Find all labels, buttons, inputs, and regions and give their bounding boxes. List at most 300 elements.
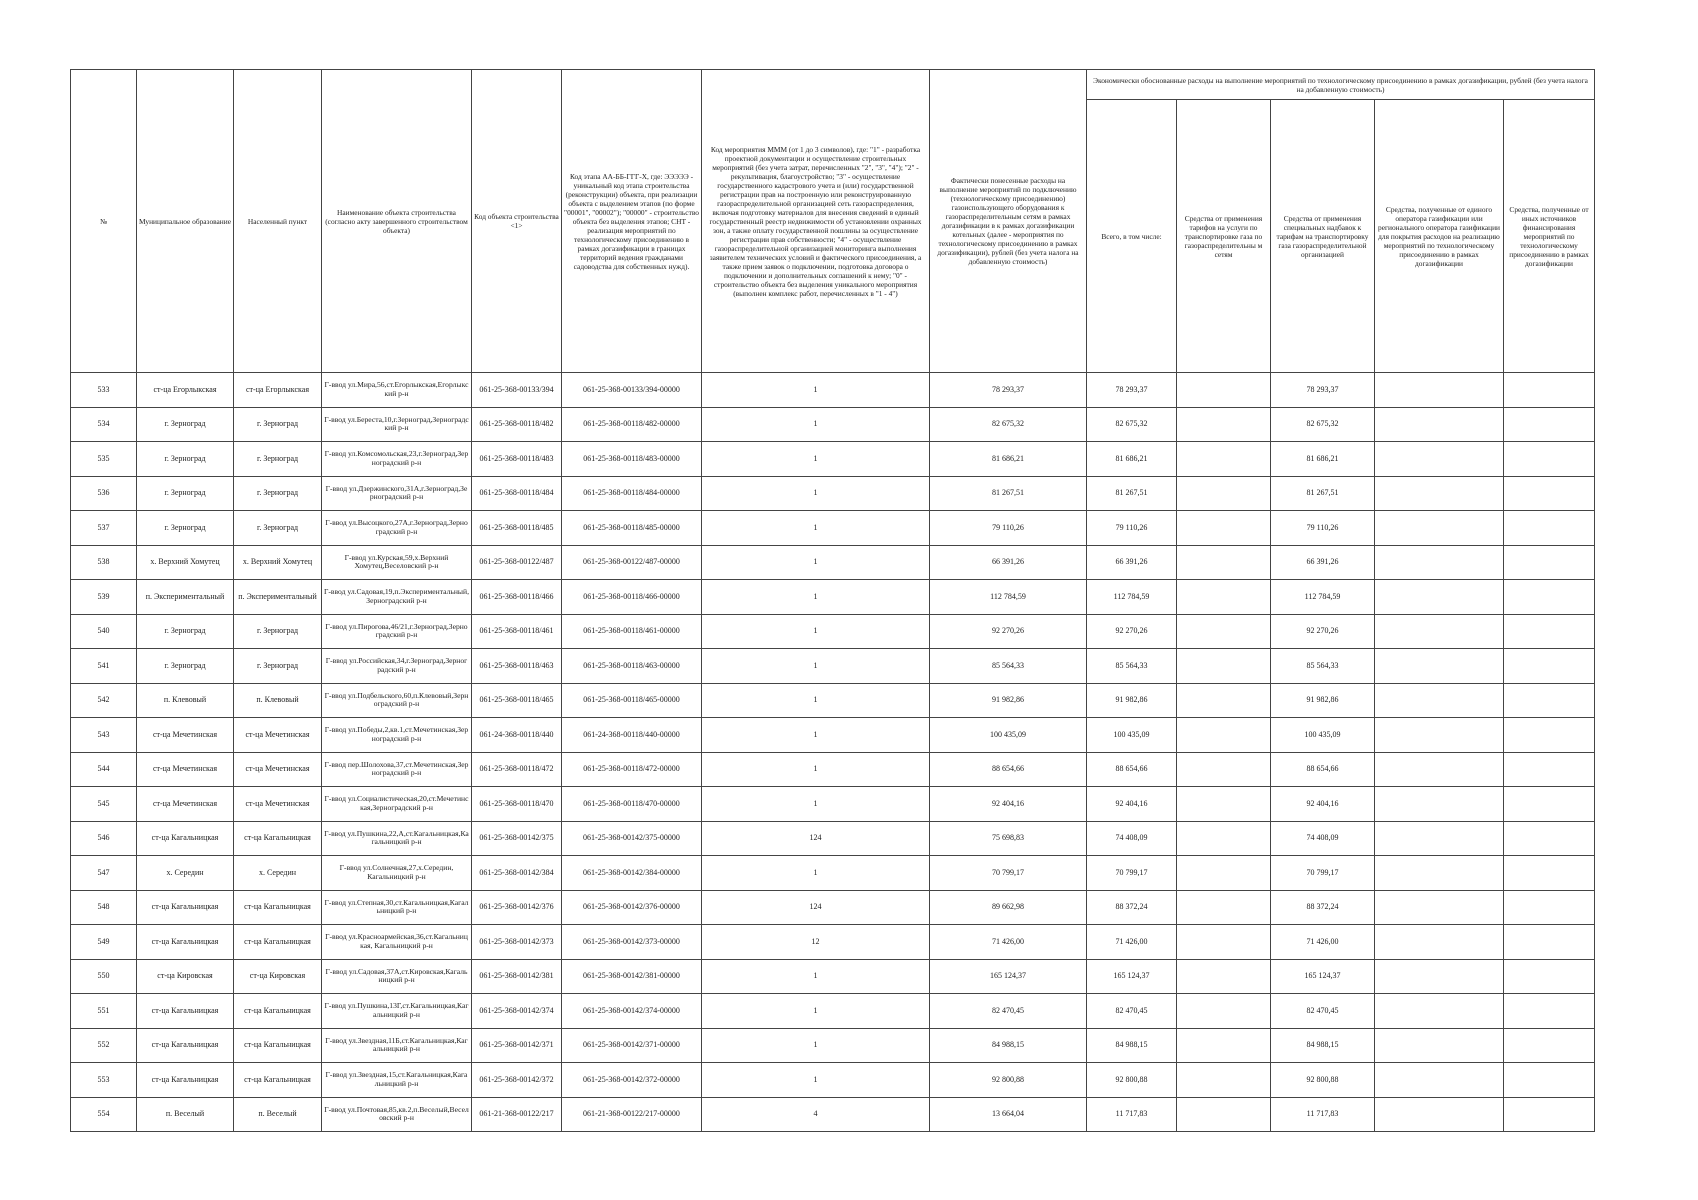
municipality-cell: ст-ца Мечетинская	[137, 787, 234, 822]
other-sources-cell	[1504, 718, 1595, 753]
special-markups-cell: 84 988,15	[1271, 1028, 1375, 1063]
row-number: 547	[71, 856, 137, 891]
header-settlement: Населенный пункт	[234, 70, 322, 373]
single-operator-cell	[1375, 718, 1504, 753]
other-sources-cell	[1504, 1028, 1595, 1063]
total-cell: 91 982,86	[1087, 683, 1177, 718]
object-name-cell: Г-ввод ул.Подбельского,60,п.Клевовый,Зерн оградский р-н	[322, 683, 472, 718]
other-sources-cell	[1504, 821, 1595, 856]
other-sources-cell	[1504, 1097, 1595, 1132]
settlement-cell: ст-ца Кагальницкая	[234, 925, 322, 960]
single-operator-cell	[1375, 649, 1504, 684]
row-number: 543	[71, 718, 137, 753]
table-row	[71, 787, 1595, 822]
stage-code-cell: 061-25-368-00118/484-00000	[562, 476, 702, 511]
special-markups-cell: 82 675,32	[1271, 407, 1375, 442]
table-row	[71, 407, 1595, 442]
stage-code-cell: 061-25-368-00118/483-00000	[562, 442, 702, 477]
special-markups-cell: 112 784,59	[1271, 580, 1375, 615]
other-sources-cell	[1504, 614, 1595, 649]
object-code-cell: 061-25-368-00142/381	[472, 959, 562, 994]
municipality-cell: ст-ца Кировская	[137, 959, 234, 994]
total-cell: 78 293,37	[1087, 373, 1177, 408]
settlement-cell: ст-ца Кагальницкая	[234, 994, 322, 1029]
other-sources-cell	[1504, 407, 1595, 442]
other-sources-cell	[1504, 373, 1595, 408]
municipality-cell: п. Клевовый	[137, 683, 234, 718]
table-row	[71, 511, 1595, 546]
gasification-table	[70, 69, 1595, 1132]
table-row	[71, 994, 1595, 1029]
municipality-cell: г. Зерноград	[137, 511, 234, 546]
total-cell: 165 124,37	[1087, 959, 1177, 994]
header-economic-group: Экономически обоснованные расходы на выполнение мероприятий по технологическому присоединению в рамках догазификации, рублей (без учета налога на добавленную стоимость)	[1087, 70, 1595, 100]
actual-costs-cell: 92 800,88	[930, 1063, 1087, 1098]
single-operator-cell	[1375, 545, 1504, 580]
special-markups-cell: 79 110,26	[1271, 511, 1375, 546]
table-row	[71, 442, 1595, 477]
actual-costs-cell: 100 435,09	[930, 718, 1087, 753]
single-operator-cell	[1375, 407, 1504, 442]
row-number: 545	[71, 787, 137, 822]
transport-tariffs-cell	[1177, 649, 1271, 684]
object-code-cell: 061-25-368-00118/461	[472, 614, 562, 649]
municipality-cell: ст-ца Егорлыкская	[137, 373, 234, 408]
table-row	[71, 1097, 1595, 1132]
settlement-cell: ст-ца Мечетинская	[234, 752, 322, 787]
special-markups-cell: 165 124,37	[1271, 959, 1375, 994]
settlement-cell: г. Зерноград	[234, 407, 322, 442]
transport-tariffs-cell	[1177, 614, 1271, 649]
object-name-cell: Г-ввод ул.Комсомольская,23,г.Зерноград,Зер ноградский р-н	[322, 442, 472, 477]
object-name-cell: Г-ввод ул.Дзержинского,31А,г.Зерноград,Зе рноградский р-н	[322, 476, 472, 511]
header-object-code: Код объекта строительства <1>	[472, 70, 562, 373]
object-code-cell: 061-25-368-00142/371	[472, 1028, 562, 1063]
activity-code-cell: 1	[702, 718, 930, 753]
activity-code-cell: 1	[702, 856, 930, 891]
total-cell: 112 784,59	[1087, 580, 1177, 615]
stage-code-cell: 061-25-368-00118/482-00000	[562, 407, 702, 442]
transport-tariffs-cell	[1177, 545, 1271, 580]
actual-costs-cell: 75 698,83	[930, 821, 1087, 856]
single-operator-cell	[1375, 442, 1504, 477]
activity-code-cell: 4	[702, 1097, 930, 1132]
header-stage-code: Код этапа АА-ББ-ГГГ-Х, где: ЭЭЭЭЭ - уникальный код этапа строительства (реконструкции) объекта, при реализации объекта с выделением этапов (по форме "00001", "00002"); "00000" - строительство объекта без выделения этапов; СНТ - реализация мероприятий по технологическому присоединению в рамках догазификации в границах территорий ведения гражданами садоводства для собственных нужд).	[562, 70, 702, 373]
other-sources-cell	[1504, 442, 1595, 477]
actual-costs-cell: 82 675,32	[930, 407, 1087, 442]
row-number: 546	[71, 821, 137, 856]
special-markups-cell: 81 686,21	[1271, 442, 1375, 477]
other-sources-cell	[1504, 683, 1595, 718]
other-sources-cell	[1504, 890, 1595, 925]
activity-code-cell: 1	[702, 1063, 930, 1098]
object-name-cell: Г-ввод ул.Высоцкого,27А,г.Зерноград,Зерно градский р-н	[322, 511, 472, 546]
object-name-cell: Г-ввод ул.Почтовая,85,кв.2,п.Веселый,Весел овский р-н	[322, 1097, 472, 1132]
activity-code-cell: 1	[702, 787, 930, 822]
row-number: 539	[71, 580, 137, 615]
object-code-cell: 061-25-368-00118/483	[472, 442, 562, 477]
object-code-cell: 061-25-368-00142/372	[472, 1063, 562, 1098]
object-code-cell: 061-25-368-00118/485	[472, 511, 562, 546]
other-sources-cell	[1504, 856, 1595, 891]
stage-code-cell: 061-21-368-00122/217-00000	[562, 1097, 702, 1132]
actual-costs-cell: 79 110,26	[930, 511, 1087, 546]
object-code-cell: 061-25-368-00118/472	[472, 752, 562, 787]
other-sources-cell	[1504, 649, 1595, 684]
activity-code-cell: 1	[702, 752, 930, 787]
actual-costs-cell: 165 124,37	[930, 959, 1087, 994]
stage-code-cell: 061-25-368-00142/375-00000	[562, 821, 702, 856]
transport-tariffs-cell	[1177, 959, 1271, 994]
row-number: 534	[71, 407, 137, 442]
total-cell: 70 799,17	[1087, 856, 1177, 891]
municipality-cell: ст-ца Кагальницкая	[137, 1063, 234, 1098]
single-operator-cell	[1375, 856, 1504, 891]
transport-tariffs-cell	[1177, 752, 1271, 787]
settlement-cell: х. Верхний Хомутец	[234, 545, 322, 580]
row-number: 540	[71, 614, 137, 649]
activity-code-cell: 1	[702, 476, 930, 511]
settlement-cell: ст-ца Кагальницкая	[234, 1028, 322, 1063]
total-cell: 79 110,26	[1087, 511, 1177, 546]
actual-costs-cell: 78 293,37	[930, 373, 1087, 408]
row-number: 548	[71, 890, 137, 925]
stage-code-cell: 061-25-368-00118/463-00000	[562, 649, 702, 684]
settlement-cell: ст-ца Мечетинская	[234, 718, 322, 753]
actual-costs-cell: 81 686,21	[930, 442, 1087, 477]
row-number: 553	[71, 1063, 137, 1098]
object-code-cell: 061-25-368-00118/465	[472, 683, 562, 718]
municipality-cell: ст-ца Кагальницкая	[137, 925, 234, 960]
special-markups-cell: 82 470,45	[1271, 994, 1375, 1029]
transport-tariffs-cell	[1177, 683, 1271, 718]
special-markups-cell: 11 717,83	[1271, 1097, 1375, 1132]
settlement-cell: г. Зерноград	[234, 511, 322, 546]
transport-tariffs-cell	[1177, 787, 1271, 822]
table-row	[71, 821, 1595, 856]
special-markups-cell: 92 404,16	[1271, 787, 1375, 822]
object-code-cell: 061-25-368-00118/484	[472, 476, 562, 511]
municipality-cell: ст-ца Кагальницкая	[137, 994, 234, 1029]
object-code-cell: 061-21-368-00122/217	[472, 1097, 562, 1132]
single-operator-cell	[1375, 994, 1504, 1029]
settlement-cell: п. Веселый	[234, 1097, 322, 1132]
row-number: 554	[71, 1097, 137, 1132]
transport-tariffs-cell	[1177, 442, 1271, 477]
total-cell: 66 391,26	[1087, 545, 1177, 580]
actual-costs-cell: 13 664,04	[930, 1097, 1087, 1132]
header-transport-tariffs: Средства от применения тарифов на услуги по транспортировке газа по газораспределительны м сетям	[1177, 100, 1271, 373]
transport-tariffs-cell	[1177, 1097, 1271, 1132]
municipality-cell: ст-ца Мечетинская	[137, 718, 234, 753]
settlement-cell: ст-ца Кагальницкая	[234, 1063, 322, 1098]
single-operator-cell	[1375, 821, 1504, 856]
table-row	[71, 718, 1595, 753]
settlement-cell: х. Середин	[234, 856, 322, 891]
activity-code-cell: 12	[702, 925, 930, 960]
total-cell: 88 372,24	[1087, 890, 1177, 925]
total-cell: 85 564,33	[1087, 649, 1177, 684]
table-row	[71, 925, 1595, 960]
stage-code-cell: 061-25-368-00118/485-00000	[562, 511, 702, 546]
activity-code-cell: 1	[702, 442, 930, 477]
table-row	[71, 545, 1595, 580]
object-name-cell: Г-ввод ул.Красноармейская,36,ст.Кагальниц кая, Кагальницкий р-н	[322, 925, 472, 960]
transport-tariffs-cell	[1177, 511, 1271, 546]
settlement-cell: п. Экспериментальный	[234, 580, 322, 615]
special-markups-cell: 92 800,88	[1271, 1063, 1375, 1098]
total-cell: 84 988,15	[1087, 1028, 1177, 1063]
special-markups-cell: 66 391,26	[1271, 545, 1375, 580]
stage-code-cell: 061-25-368-00118/465-00000	[562, 683, 702, 718]
object-code-cell: 061-25-368-00118/463	[472, 649, 562, 684]
stage-code-cell: 061-25-368-00118/461-00000	[562, 614, 702, 649]
municipality-cell: г. Зерноград	[137, 407, 234, 442]
stage-code-cell: 061-25-368-00142/372-00000	[562, 1063, 702, 1098]
header-other-sources: Средства, полученные от иных источников финансирования мероприятий по технологическому присоединению в рамках догазификации	[1504, 100, 1595, 373]
row-number: 552	[71, 1028, 137, 1063]
settlement-cell: г. Зерноград	[234, 614, 322, 649]
municipality-cell: г. Зерноград	[137, 476, 234, 511]
object-code-cell: 061-25-368-00142/373	[472, 925, 562, 960]
actual-costs-cell: 71 426,00	[930, 925, 1087, 960]
row-number: 549	[71, 925, 137, 960]
row-number: 537	[71, 511, 137, 546]
table-row	[71, 1063, 1595, 1098]
settlement-cell: ст-ца Егорлыкская	[234, 373, 322, 408]
stage-code-cell: 061-25-368-00142/373-00000	[562, 925, 702, 960]
row-number: 535	[71, 442, 137, 477]
actual-costs-cell: 70 799,17	[930, 856, 1087, 891]
table-row	[71, 1028, 1595, 1063]
single-operator-cell	[1375, 580, 1504, 615]
row-number: 538	[71, 545, 137, 580]
stage-code-cell: 061-25-368-00142/384-00000	[562, 856, 702, 891]
stage-code-cell: 061-25-368-00118/470-00000	[562, 787, 702, 822]
settlement-cell: г. Зерноград	[234, 476, 322, 511]
special-markups-cell: 74 408,09	[1271, 821, 1375, 856]
total-cell: 100 435,09	[1087, 718, 1177, 753]
actual-costs-cell: 92 404,16	[930, 787, 1087, 822]
settlement-cell: ст-ца Кагальницкая	[234, 890, 322, 925]
municipality-cell: х. Середин	[137, 856, 234, 891]
other-sources-cell	[1504, 787, 1595, 822]
single-operator-cell	[1375, 683, 1504, 718]
special-markups-cell: 88 654,66	[1271, 752, 1375, 787]
table-row	[71, 476, 1595, 511]
special-markups-cell: 71 426,00	[1271, 925, 1375, 960]
table-row	[71, 752, 1595, 787]
single-operator-cell	[1375, 1028, 1504, 1063]
object-name-cell: Г-ввод ул.Садовая,19,п.Экспериментальный, Зерноградский р-н	[322, 580, 472, 615]
municipality-cell: ст-ца Кагальницкая	[137, 890, 234, 925]
header-single-operator: Средства, полученные от единого оператора газификации или регионального оператора газификации для покрытия расходов на реализацию мероприятий по технологическому присоединению в рамках догазификации	[1375, 100, 1504, 373]
single-operator-cell	[1375, 511, 1504, 546]
row-number: 536	[71, 476, 137, 511]
stage-code-cell: 061-25-368-00118/472-00000	[562, 752, 702, 787]
header-num: №	[71, 70, 137, 373]
object-code-cell: 061-25-368-00118/482	[472, 407, 562, 442]
object-name-cell: Г-ввод ул.Степная,30,ст.Кагальницкая,Кагал ьницкий р-н	[322, 890, 472, 925]
total-cell: 82 470,45	[1087, 994, 1177, 1029]
header-total: Всего, в том числе:	[1087, 100, 1177, 373]
actual-costs-cell: 66 391,26	[930, 545, 1087, 580]
single-operator-cell	[1375, 373, 1504, 408]
table-body	[71, 373, 1595, 1132]
header-actual-costs: Фактически понесенные расходы на выполнение мероприятий по подключению (технологическому присоединению) газоиспользующего оборудования к газораспределительным сетям в рамках догазификации в к рамках догазификации котельных (далее - мероприятия по технологическому присоединению в рамках догазификации), рублей (без учета налога на добавленную стоимость)	[930, 70, 1087, 373]
table-row	[71, 890, 1595, 925]
special-markups-cell: 78 293,37	[1271, 373, 1375, 408]
table-row	[71, 959, 1595, 994]
object-name-cell: Г-ввод ул.Победы,2,кв.1,ст.Мечетинская,Зер ноградский р-н	[322, 718, 472, 753]
stage-code-cell: 061-25-368-00122/487-00000	[562, 545, 702, 580]
total-cell: 92 270,26	[1087, 614, 1177, 649]
total-cell: 81 267,51	[1087, 476, 1177, 511]
other-sources-cell	[1504, 580, 1595, 615]
stage-code-cell: 061-25-368-00118/466-00000	[562, 580, 702, 615]
row-number: 550	[71, 959, 137, 994]
special-markups-cell: 92 270,26	[1271, 614, 1375, 649]
row-number: 542	[71, 683, 137, 718]
settlement-cell: п. Клевовый	[234, 683, 322, 718]
object-code-cell: 061-25-368-00142/376	[472, 890, 562, 925]
object-name-cell: Г-ввод ул.Мира,56,ст.Егорлыкская,Егорлыкс кий р-н	[322, 373, 472, 408]
object-code-cell: 061-25-368-00118/470	[472, 787, 562, 822]
object-code-cell: 061-25-368-00142/384	[472, 856, 562, 891]
activity-code-cell: 1	[702, 959, 930, 994]
municipality-cell: ст-ца Мечетинская	[137, 752, 234, 787]
object-name-cell: Г-ввод ул.Социалистическая,20,ст.Мечетинс кая,Зерноградский р-н	[322, 787, 472, 822]
total-cell: 88 654,66	[1087, 752, 1177, 787]
municipality-cell: х. Верхний Хомутец	[137, 545, 234, 580]
municipality-cell: ст-ца Кагальницкая	[137, 1028, 234, 1063]
transport-tariffs-cell	[1177, 821, 1271, 856]
header-object-name: Наименование объекта строительства (согласно акту завершенного строительством объекта)	[322, 70, 472, 373]
object-code-cell: 061-24-368-00118/440	[472, 718, 562, 753]
row-number: 533	[71, 373, 137, 408]
municipality-cell: п. Экспериментальный	[137, 580, 234, 615]
object-name-cell: Г-ввод ул.Российская,34,г.Зерноград,Зерног радский р-н	[322, 649, 472, 684]
actual-costs-cell: 84 988,15	[930, 1028, 1087, 1063]
actual-costs-cell: 85 564,33	[930, 649, 1087, 684]
transport-tariffs-cell	[1177, 407, 1271, 442]
stage-code-cell: 061-24-368-00118/440-00000	[562, 718, 702, 753]
table-row	[71, 649, 1595, 684]
settlement-cell: ст-ца Мечетинская	[234, 787, 322, 822]
table-row	[71, 373, 1595, 408]
settlement-cell: ст-ца Кировская	[234, 959, 322, 994]
object-name-cell: Г-ввод ул.Курская,59,х.Верхний Хомутец,Веселовский р-н	[322, 545, 472, 580]
single-operator-cell	[1375, 1063, 1504, 1098]
transport-tariffs-cell	[1177, 856, 1271, 891]
table-row	[71, 614, 1595, 649]
activity-code-cell: 1	[702, 545, 930, 580]
other-sources-cell	[1504, 1063, 1595, 1098]
activity-code-cell: 1	[702, 683, 930, 718]
single-operator-cell	[1375, 890, 1504, 925]
single-operator-cell	[1375, 787, 1504, 822]
special-markups-cell: 88 372,24	[1271, 890, 1375, 925]
municipality-cell: ст-ца Кагальницкая	[137, 821, 234, 856]
transport-tariffs-cell	[1177, 890, 1271, 925]
object-name-cell: Г-ввод пер.Шолохова,37,ст.Мечетинская,Зер ноградский р-н	[322, 752, 472, 787]
actual-costs-cell: 88 654,66	[930, 752, 1087, 787]
municipality-cell: г. Зерноград	[137, 649, 234, 684]
other-sources-cell	[1504, 994, 1595, 1029]
table-row	[71, 580, 1595, 615]
object-name-cell: Г-ввод ул.Пушкина,13Г,ст.Кагальницкая,Каг альницкий р-н	[322, 994, 472, 1029]
transport-tariffs-cell	[1177, 476, 1271, 511]
object-name-cell: Г-ввод ул.Звездная,11Б,ст.Кагальницкая,Каг альницкий р-н	[322, 1028, 472, 1063]
transport-tariffs-cell	[1177, 1063, 1271, 1098]
single-operator-cell	[1375, 925, 1504, 960]
total-cell: 81 686,21	[1087, 442, 1177, 477]
activity-code-cell: 1	[702, 1028, 930, 1063]
transport-tariffs-cell	[1177, 925, 1271, 960]
object-code-cell: 061-25-368-00142/374	[472, 994, 562, 1029]
actual-costs-cell: 82 470,45	[930, 994, 1087, 1029]
total-cell: 74 408,09	[1087, 821, 1177, 856]
activity-code-cell: 1	[702, 511, 930, 546]
special-markups-cell: 91 982,86	[1271, 683, 1375, 718]
actual-costs-cell: 89 662,98	[930, 890, 1087, 925]
object-name-cell: Г-ввод ул.Пушкина,22,А,ст.Кагальницкая,Ка гальницкий р-н	[322, 821, 472, 856]
activity-code-cell: 124	[702, 821, 930, 856]
other-sources-cell	[1504, 959, 1595, 994]
special-markups-cell: 70 799,17	[1271, 856, 1375, 891]
total-cell: 92 404,16	[1087, 787, 1177, 822]
settlement-cell: г. Зерноград	[234, 442, 322, 477]
activity-code-cell: 1	[702, 649, 930, 684]
header-municipality: Муниципальное образование	[137, 70, 234, 373]
row-number: 541	[71, 649, 137, 684]
actual-costs-cell: 92 270,26	[930, 614, 1087, 649]
object-name-cell: Г-ввод ул.Звездная,15,ст.Кагальницкая,Кага льницкий р-н	[322, 1063, 472, 1098]
object-name-cell: Г-ввод ул.Садовая,37А,ст.Кировская,Кагаль ницкий р-н	[322, 959, 472, 994]
other-sources-cell	[1504, 511, 1595, 546]
municipality-cell: г. Зерноград	[137, 442, 234, 477]
activity-code-cell: 1	[702, 407, 930, 442]
single-operator-cell	[1375, 476, 1504, 511]
object-name-cell: Г-ввод ул.Береста,10,г.Зерноград,Зерноградс кий р-н	[322, 407, 472, 442]
row-number: 544	[71, 752, 137, 787]
stage-code-cell: 061-25-368-00142/371-00000	[562, 1028, 702, 1063]
municipality-cell: п. Веселый	[137, 1097, 234, 1132]
transport-tariffs-cell	[1177, 1028, 1271, 1063]
stage-code-cell: 061-25-368-00142/374-00000	[562, 994, 702, 1029]
actual-costs-cell: 91 982,86	[930, 683, 1087, 718]
header-special-markups: Средства от применения специальных надбавок к тарифам на транспортировку газа газораспределительной организацией	[1271, 100, 1375, 373]
transport-tariffs-cell	[1177, 580, 1271, 615]
transport-tariffs-cell	[1177, 718, 1271, 753]
special-markups-cell: 85 564,33	[1271, 649, 1375, 684]
object-code-cell: 061-25-368-00133/394	[472, 373, 562, 408]
stage-code-cell: 061-25-368-00142/376-00000	[562, 890, 702, 925]
special-markups-cell: 81 267,51	[1271, 476, 1375, 511]
row-number: 551	[71, 994, 137, 1029]
table-row	[71, 683, 1595, 718]
single-operator-cell	[1375, 959, 1504, 994]
object-code-cell: 061-25-368-00142/375	[472, 821, 562, 856]
stage-code-cell: 061-25-368-00133/394-00000	[562, 373, 702, 408]
activity-code-cell: 1	[702, 373, 930, 408]
object-name-cell: Г-ввод ул.Пирогова,46/21,г.Зерноград,Зерно градский р-н	[322, 614, 472, 649]
activity-code-cell: 124	[702, 890, 930, 925]
settlement-cell: ст-ца Кагальницкая	[234, 821, 322, 856]
object-name-cell: Г-ввод ул.Солнечная,27,х.Середин, Кагальницкий р-н	[322, 856, 472, 891]
actual-costs-cell: 112 784,59	[930, 580, 1087, 615]
other-sources-cell	[1504, 545, 1595, 580]
